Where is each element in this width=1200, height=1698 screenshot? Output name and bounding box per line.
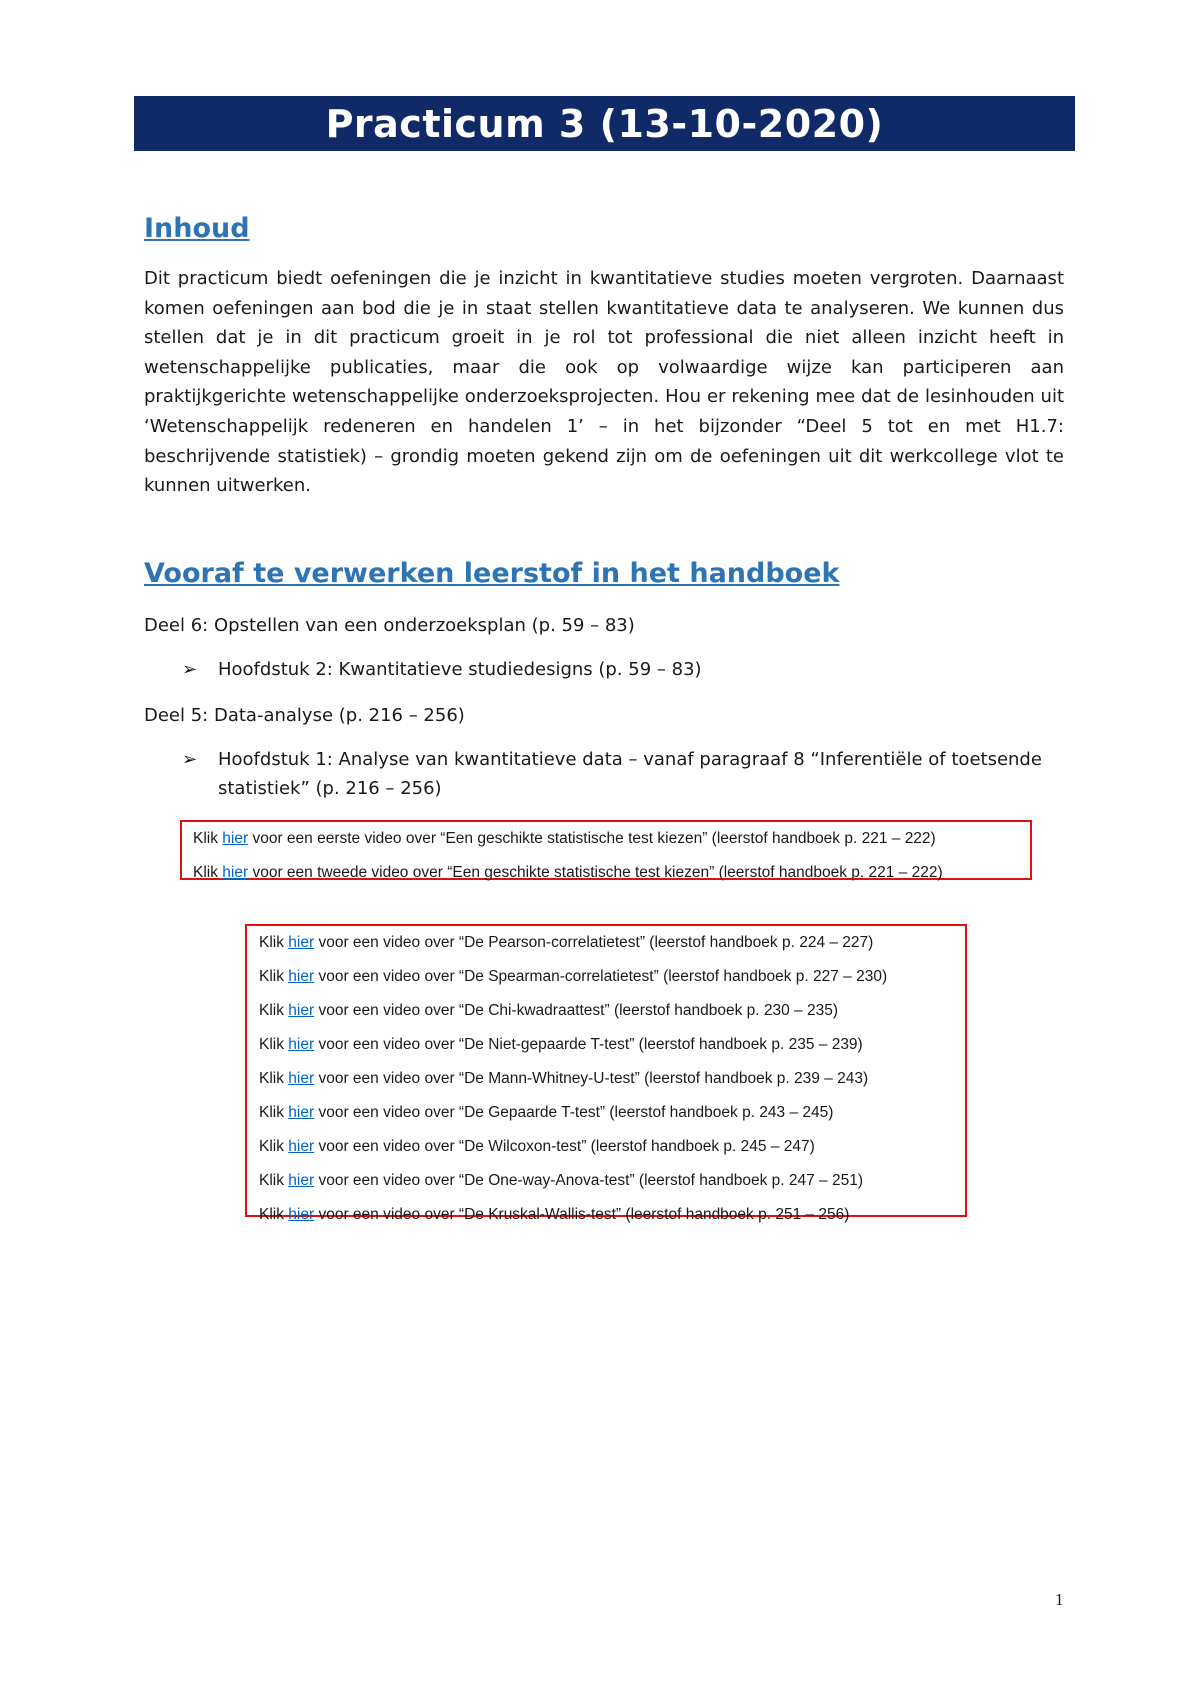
row-prefix: Klik — [259, 1138, 289, 1155]
video-link-row — [259, 931, 965, 965]
hier-link[interactable]: hier — [288, 1138, 315, 1155]
video-link-row — [193, 827, 1030, 861]
hier-link[interactable]: hier — [288, 1002, 315, 1019]
hier-link[interactable]: hier — [288, 1070, 315, 1087]
row-text: voor een video over “De Gepaarde T-test” (leerstof handboek p. 243 – 245) — [314, 1104, 834, 1121]
video-link-row — [259, 1203, 965, 1237]
row-text: voor een video over “De Chi-kwadraattest” (leerstof handboek p. 230 – 235) — [314, 1002, 839, 1019]
row-prefix: Klik — [259, 1104, 289, 1121]
deel5-bullet-line2: statistiek” (p. 216 – 256) — [218, 778, 442, 799]
row-prefix: Klik — [259, 1172, 289, 1189]
row-prefix: Klik — [193, 830, 223, 847]
row-prefix: Klik — [259, 1002, 289, 1019]
video-link-row — [259, 1101, 965, 1135]
row-text: voor een video over “De Mann-Whitney-U-test” (leerstof handboek p. 239 – 243) — [314, 1070, 869, 1087]
row-prefix: Klik — [259, 934, 289, 951]
row-text: voor een video over “De Kruskal-Wallis-test” (leerstof handboek p. 251 – 256) — [314, 1206, 850, 1223]
row-prefix: Klik — [259, 1070, 289, 1087]
row-prefix: Klik — [259, 1206, 289, 1223]
row-text: voor een video over “De Wilcoxon-test” (leerstof handboek p. 245 – 247) — [314, 1138, 815, 1155]
inhoud-heading: Inhoud — [144, 213, 250, 244]
hier-link[interactable]: hier — [288, 1104, 315, 1121]
video-link-row — [193, 861, 1030, 895]
hier-link[interactable]: hier — [288, 1206, 315, 1223]
title-banner — [134, 96, 1075, 151]
row-prefix: Klik — [259, 968, 289, 985]
hier-link[interactable]: hier — [222, 864, 249, 881]
video-box-tests — [245, 924, 967, 1223]
row-text: voor een video over “De Spearman-correlatietest” (leerstof handboek p. 227 – 230) — [314, 968, 888, 985]
row-text: voor een video over “De Pearson-correlatietest” (leerstof handboek p. 224 – 227) — [314, 934, 874, 951]
arrow-bullet-icon: ➢ — [182, 749, 198, 770]
video-link-row — [259, 1033, 965, 1067]
hier-link[interactable]: hier — [288, 1172, 315, 1189]
video-link-row — [259, 1067, 965, 1101]
page-title: Practicum 3 (13-10-2020) — [325, 101, 884, 146]
arrow-bullet-icon: ➢ — [182, 659, 198, 680]
page-number: 1 — [1055, 1590, 1064, 1609]
hier-link[interactable]: hier — [288, 1036, 315, 1053]
video-link-row — [259, 999, 965, 1033]
row-prefix: Klik — [193, 864, 223, 881]
row-text: voor een video over “De One-way-Anova-test” (leerstof handboek p. 247 – 251) — [314, 1172, 863, 1189]
hier-link[interactable]: hier — [288, 934, 315, 951]
video-link-row — [259, 965, 965, 999]
hier-link[interactable]: hier — [222, 830, 249, 847]
deel6-line: Deel 6: Opstellen van een onderzoeksplan (p. 59 – 83) — [144, 615, 635, 636]
deel5-line: Deel 5: Data-analyse (p. 216 – 256) — [144, 705, 465, 726]
video-link-row — [259, 1169, 965, 1203]
leerstof-heading: Vooraf te verwerken leerstof in het handboek — [144, 558, 840, 589]
row-prefix: Klik — [259, 1036, 289, 1053]
video-box-test-kiezen — [180, 820, 1032, 880]
hier-link[interactable]: hier — [288, 968, 315, 985]
row-text: voor een tweede video over “Een geschikte statistische test kiezen” (leerstof handboek p. 221 – 222) — [248, 864, 943, 881]
row-text: voor een video over “De Niet-gepaarde T-test” (leerstof handboek p. 235 – 239) — [314, 1036, 863, 1053]
inhoud-paragraph: Dit practicum biedt oefeningen die je inzicht in kwantitatieve studies moeten vergroten. Daarnaast komen oefeningen aan bod die je in staat stellen kwantitatieve data te analyseren. We kunnen dus stellen dat je in dit practicum groeit in je rol tot professional die niet alleen inzicht heeft in wetenschappelijke publicaties, maar die ook op volwaardige wijze kan participeren aan praktijkgerichte wetenschappelijke onderzoeksprojecten. Hou er rekening mee dat de lesinhouden uit ‘Wetenschappelijk redeneren en handelen 1’ – in het bijzonder “Deel 5 tot en met H1.7: beschrijvende statistiek) – grondig moeten gekend zijn om de oefeningen uit dit werkcollege vlot te kunnen uitwerken. — [144, 268, 1064, 497]
video-link-row — [259, 1135, 965, 1169]
deel5-bullet-line1: Hoofdstuk 1: Analyse van kwantitatieve data – vanaf paragraaf 8 “Inferentiële of toetsende — [218, 749, 1042, 770]
row-text: voor een eerste video over “Een geschikte statistische test kiezen” (leerstof handboek p. 221 – 222) — [248, 830, 936, 847]
deel6-bullet: Hoofdstuk 2: Kwantitatieve studiedesigns (p. 59 – 83) — [218, 659, 702, 680]
